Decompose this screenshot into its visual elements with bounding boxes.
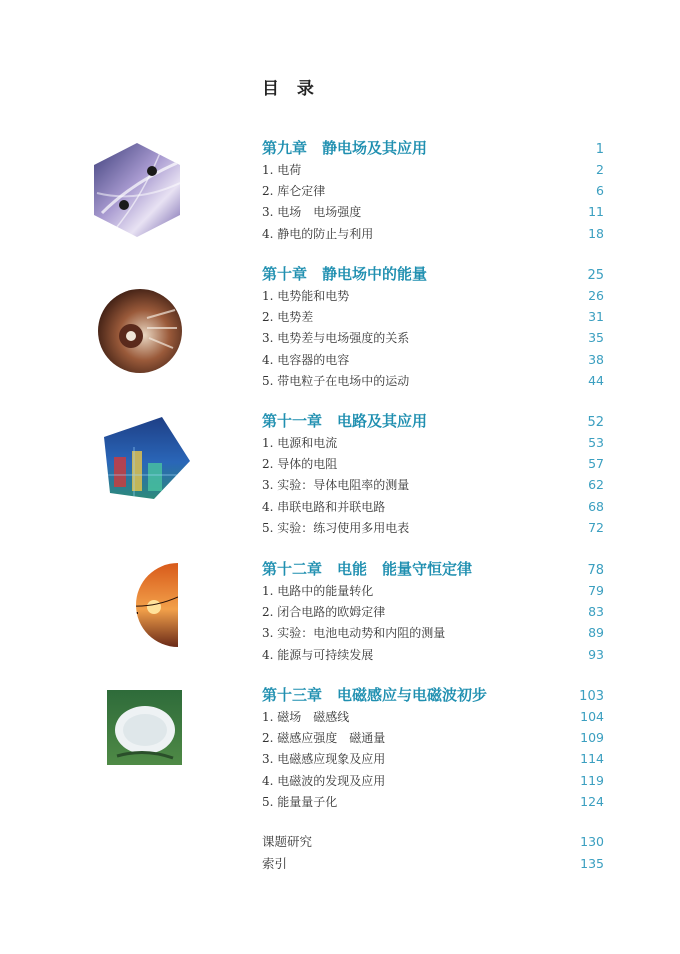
page-number: 26 <box>588 288 604 303</box>
page-number: 25 <box>587 268 604 283</box>
page-number: 93 <box>588 646 604 662</box>
section-label: 2. 电势差 <box>262 310 314 325</box>
section-label: 5. 带电粒子在电场中的运动 <box>262 373 410 388</box>
page-number: 31 <box>588 309 604 325</box>
toc-entry-research[interactable] <box>262 831 604 853</box>
page-number: 53 <box>588 435 604 450</box>
toc-entry[interactable] <box>262 223 604 244</box>
page-number: 124 <box>580 793 604 809</box>
chapter-title: 第十三章 电磁感应与电磁波初步 <box>262 686 488 704</box>
chapter-title: 第十一章 电路及其应用 <box>262 412 428 430</box>
electrostatic-spheres-image <box>92 143 182 237</box>
page-number: 103 <box>579 689 604 704</box>
page-number: 11 <box>588 204 604 220</box>
chapter-heading[interactable] <box>262 684 604 706</box>
section-label: 5. 能量量子化 <box>262 794 338 809</box>
section-label: 2. 库仑定律 <box>262 184 326 199</box>
toc-entry[interactable] <box>262 306 604 327</box>
section-label: 3. 实验：电池电动势和内阻的测量 <box>262 626 446 641</box>
page-number: 35 <box>588 330 604 346</box>
page-number: 2 <box>596 162 604 177</box>
page-number: 109 <box>580 730 604 746</box>
toc-entry[interactable] <box>262 601 604 622</box>
toc-entry[interactable] <box>262 201 604 222</box>
page-number: 78 <box>587 563 604 578</box>
section-label: 4. 电容器的电容 <box>262 352 350 367</box>
section-label: 2. 磁感应强度 磁通量 <box>262 731 386 746</box>
appendix-entries <box>262 831 604 875</box>
section-label: 5. 实验：练习使用多用电表 <box>262 520 410 535</box>
page-number: 6 <box>596 183 604 199</box>
page-number: 119 <box>580 772 604 788</box>
section-label: 1. 电源和电流 <box>262 436 338 450</box>
chapter-12 <box>262 558 604 665</box>
toc-entry[interactable] <box>262 791 604 812</box>
section-label: 3. 电场 电场强度 <box>262 205 362 220</box>
section-label: 2. 导体的电阻 <box>262 457 338 472</box>
section-label: 1. 磁场 磁感线 <box>262 710 350 724</box>
toc-entry[interactable] <box>262 622 604 643</box>
toc-entry[interactable] <box>262 349 604 370</box>
page-number: 72 <box>588 519 604 535</box>
page-number: 83 <box>588 604 604 620</box>
page-number: 135 <box>580 856 604 871</box>
circuit-city-image <box>104 417 190 499</box>
section-label: 1. 电路中的能量转化 <box>262 584 374 598</box>
section-label: 3. 电磁感应现象及应用 <box>262 752 386 767</box>
page-number: 62 <box>588 477 604 493</box>
toc-entry[interactable] <box>262 748 604 769</box>
toc-entry-index[interactable] <box>262 853 604 875</box>
radio-telescope-image <box>107 690 182 765</box>
chapter-13 <box>262 684 604 812</box>
toc-entry[interactable] <box>262 453 604 474</box>
chapter-title: 第十章 静电场中的能量 <box>262 265 428 283</box>
section-label: 2. 闭合电路的欧姆定律 <box>262 605 386 620</box>
section-label: 课题研究 <box>262 834 313 849</box>
page-title: 目 录 <box>262 79 320 99</box>
section-label: 3. 电势差与电场强度的关系 <box>262 331 410 346</box>
toc-entry[interactable] <box>262 432 604 453</box>
chapter-heading[interactable] <box>262 410 604 432</box>
toc-entry[interactable] <box>262 474 604 495</box>
page-number: 52 <box>587 415 604 430</box>
chapter-11 <box>262 410 604 538</box>
page-number: 89 <box>588 625 604 641</box>
toc-entry[interactable] <box>262 327 604 348</box>
page-number: 44 <box>588 372 604 388</box>
toc-entry[interactable] <box>262 644 604 665</box>
section-label: 3. 实验：导体电阻率的测量 <box>262 478 410 493</box>
section-label: 索引 <box>262 856 288 871</box>
page-number: 18 <box>588 225 604 241</box>
toc-entry[interactable] <box>262 496 604 517</box>
chapter-title: 第九章 静电场及其应用 <box>262 139 428 157</box>
page-number: 104 <box>580 709 604 724</box>
toc-entry[interactable] <box>262 159 604 180</box>
toc-entry[interactable] <box>262 580 604 601</box>
chapter-9 <box>262 137 604 244</box>
chapter-10 <box>262 263 604 391</box>
toc-entry[interactable] <box>262 517 604 538</box>
section-label: 1. 电荷 <box>262 163 302 177</box>
page-number: 130 <box>580 834 604 849</box>
chapter-heading[interactable] <box>262 263 604 285</box>
page-number: 57 <box>588 456 604 472</box>
toc-entry[interactable] <box>262 285 604 306</box>
power-tower-sunset-image <box>106 563 178 647</box>
chapter-title: 第十二章 电能 能量守恒定律 <box>262 560 473 578</box>
toc-entry[interactable] <box>262 370 604 391</box>
section-label: 4. 电磁波的发现及应用 <box>262 773 386 788</box>
electrostatic-plasma-image <box>97 288 183 374</box>
toc-entry[interactable] <box>262 727 604 748</box>
section-label: 4. 能源与可持续发展 <box>262 647 374 662</box>
page-number: 68 <box>588 498 604 514</box>
chapter-heading[interactable] <box>262 558 604 580</box>
section-label: 1. 电势能和电势 <box>262 289 350 303</box>
page-number: 79 <box>588 583 604 598</box>
chapter-heading[interactable] <box>262 137 604 159</box>
page-number: 1 <box>595 142 604 157</box>
page-number: 114 <box>580 751 604 767</box>
toc-entry[interactable] <box>262 180 604 201</box>
section-label: 4. 静电的防止与利用 <box>262 226 374 241</box>
toc-entry[interactable] <box>262 770 604 791</box>
toc-entry[interactable] <box>262 706 604 727</box>
page-number: 38 <box>588 351 604 367</box>
section-label: 4. 串联电路和并联电路 <box>262 499 386 514</box>
